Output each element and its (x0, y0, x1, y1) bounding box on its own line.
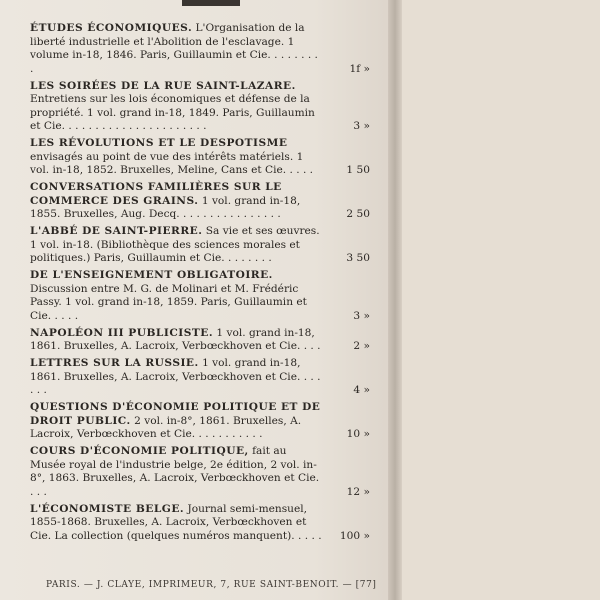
catalog-entry (30, 137, 370, 178)
entry-price: 1 50 (346, 164, 370, 176)
entry-price: 4 » (353, 384, 370, 396)
entry-title: ÉTUDES ÉCONOMIQUES. (30, 22, 193, 34)
entry-description: fait au Musée royal de l'industrie belge, 2e édition, 2 vol. in-8°, 1863. Bruxelles, A. Lacroix, Verbœckhoven et Cie. . . . (30, 445, 320, 498)
entry-description: 2 vol. in-8°, 1861. Bruxelles, A. Lacroix, Verbœckhoven et Cie. . . . . . . . . . . (30, 414, 302, 440)
entry-price: 10 » (346, 428, 370, 440)
entry-title: NAPOLÉON III PUBLICISTE. (30, 326, 214, 339)
entry-title: L'ÉCONOMISTE BELGE. (30, 502, 185, 515)
entry-price: 1f » (349, 62, 370, 75)
catalog-list (30, 22, 370, 547)
entry-title: LES RÉVOLUTIONS ET LE DESPOTISME (30, 137, 288, 149)
entry-price: 2 50 (346, 208, 370, 220)
entry-price: 3 » (353, 309, 370, 322)
entry-title: LES SOIRÉES DE LA RUE SAINT-LAZARE. (30, 79, 296, 92)
entry-description: envisagés au point de vue des intérêts matériels. 1 vol. in-18, 1852. Bruxelles, Meline, Cans et Cie. . . . . (30, 150, 314, 176)
entry-title: QUESTIONS D'ÉCONOMIE POLITIQUE ET DE DROIT PUBLIC. (30, 401, 321, 427)
printer-footer: PARIS. — J. CLAYE, IMPRIMEUR, 7, RUE SAINT-BENOIT. — [77] (46, 580, 377, 590)
entry-description: Discussion entre M. G. de Molinari et M. Frédéric Passy. 1 vol. grand in-18, 1859. Paris, Guillaumin et Cie. . . . . (30, 282, 307, 322)
entry-description: L'Organisation de la liberté industrielle et l'Abolition de l'esclavage. 1 volume in-18, 1846. Paris, Guillaumin et Cie. . . . . . . . . (30, 22, 318, 75)
catalog-entry (30, 22, 370, 76)
catalog-entry (30, 80, 370, 134)
entry-title: CONVERSATIONS FAMILIÈRES SUR LE COMMERCE DES GRAINS. (30, 181, 282, 207)
book-gutter (388, 0, 402, 600)
entry-price: 12 » (346, 485, 370, 498)
catalog-entry (30, 327, 370, 354)
entry-title: LETTRES SUR LA RUSSIE. (30, 357, 199, 369)
entry-description: 1 vol. grand in-18, 1861. Bruxelles, A. Lacroix, Verbœckhoven et Cie. . . . (30, 326, 321, 352)
catalog-entry (30, 225, 370, 266)
catalog-entry (30, 357, 370, 398)
catalog-entry (30, 503, 370, 544)
right-page-blank (402, 0, 600, 600)
entry-title: DE L'ENSEIGNEMENT OBLIGATOIRE. (30, 269, 273, 281)
entry-price: 3 » (353, 120, 370, 132)
catalog-entry (30, 181, 370, 222)
entry-price: 2 » (353, 340, 370, 352)
entry-description: 1 vol. grand in-18, 1855. Bruxelles, Aug. Decq. . . . . . . . . . . . . . . . (30, 194, 301, 220)
entry-description: Journal semi-mensuel, 1855-1868. Bruxelles, A. Lacroix, Verbœckhoven et Cie. La collection (quelques numéros manquent). . . . . (30, 502, 322, 542)
catalog-entry (30, 269, 370, 323)
entry-description: Sa vie et ses œuvres. 1 vol. in-18. (Bibliothèque des sciences morales et politiques.) Paris, Guillaumin et Cie. . . . . . . . (30, 225, 320, 264)
catalog-entry (30, 401, 370, 442)
entry-description: Entretiens sur les lois économiques et défense de la propriété. 1 vol. grand in-18, 1849. Paris, Guillaumin et Cie. . . . . . . . . . . . . . . . . . . . . . (30, 93, 315, 132)
entry-description: 1 vol. grand in-18, 1861. Bruxelles, A. Lacroix, Verbœckhoven et Cie. . . . . . . (30, 357, 321, 396)
entry-price: 100 » (339, 529, 370, 542)
entry-title: COURS D'ÉCONOMIE POLITIQUE, (30, 445, 249, 457)
catalog-entry (30, 445, 370, 499)
entry-title: L'ABBÉ DE SAINT-PIERRE. (30, 225, 203, 237)
page-top-mark (182, 0, 240, 6)
entry-price: 3 50 (346, 252, 370, 264)
